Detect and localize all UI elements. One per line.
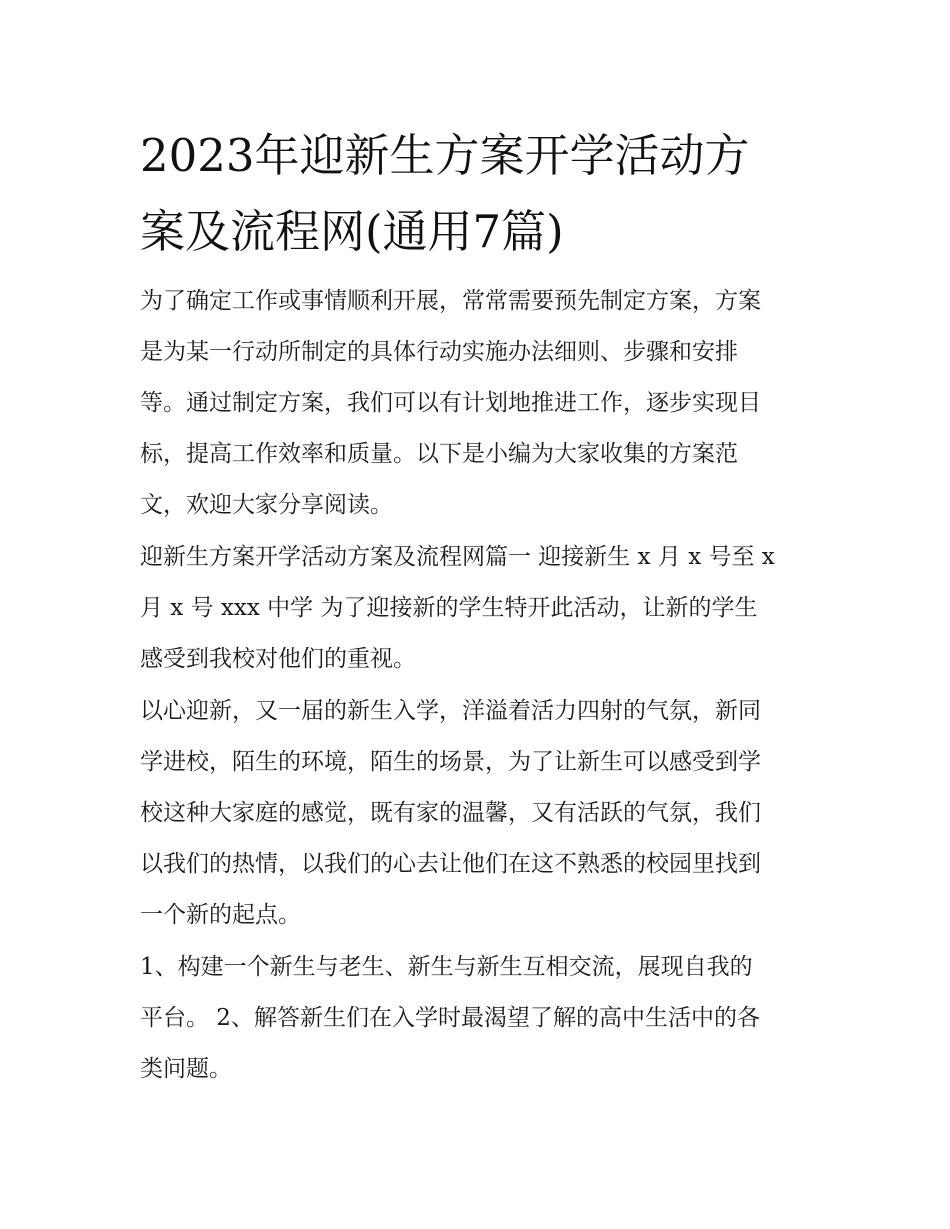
text-line: 一个新的起点。 bbox=[140, 902, 301, 928]
text-line: 以心迎新，又一届的新生入学，洋溢着活力四射的气氛，新同 bbox=[140, 698, 761, 724]
text-line: 平台。 2、解答新生们在入学时最渴望了解的高中生活中的各 bbox=[140, 1005, 760, 1031]
text-line: 校这种大家庭的感觉，既有家的温馨，又有活跃的气氛，我们 bbox=[140, 800, 761, 826]
text-line: 感受到我校对他们的重视。 bbox=[140, 646, 416, 672]
title-line: 2023年迎新生方案开学活动方 bbox=[140, 129, 750, 182]
text-line: 等。通过制定方案，我们可以有计划地推进工作，逐步实现目 bbox=[140, 390, 761, 416]
text-line: 1、构建一个新生与老生、新生与新生互相交流，展现自我的 bbox=[140, 954, 753, 980]
text-line: 类问题。 bbox=[140, 1056, 232, 1082]
text-line: 是为某一行动所制定的具体行动实施办法细则、步骤和安排 bbox=[140, 339, 738, 365]
intro-paragraph bbox=[140, 276, 830, 531]
text-line: 标，提高工作效率和质量。以下是小编为大家收集的方案范 bbox=[140, 441, 738, 467]
text-line: 学进校，陌生的环境，陌生的场景，为了让新生可以感受到学 bbox=[140, 749, 761, 775]
text-line: 文，欢迎大家分享阅读。 bbox=[140, 492, 393, 518]
document-title bbox=[140, 118, 820, 270]
document-body bbox=[140, 276, 830, 1096]
text-line: 为了确定工作或事情顺利开展，常常需要预先制定方案，方案 bbox=[140, 288, 761, 314]
text-line: 迎新生方案开学活动方案及流程网篇一 迎接新生 x 月 x 号至 x bbox=[140, 544, 775, 570]
text-line: 以我们的热情，以我们的心去让他们在这不熟悉的校园里找到 bbox=[140, 851, 761, 877]
goals-paragraph bbox=[140, 942, 830, 1095]
title-line: 案及流程网(通用7篇) bbox=[140, 205, 564, 258]
purpose-paragraph bbox=[140, 686, 830, 941]
section-one-paragraph bbox=[140, 532, 830, 685]
text-line: 月 x 号 xxx 中学 为了迎接新的学生特开此活动，让新的学生 bbox=[140, 595, 758, 621]
